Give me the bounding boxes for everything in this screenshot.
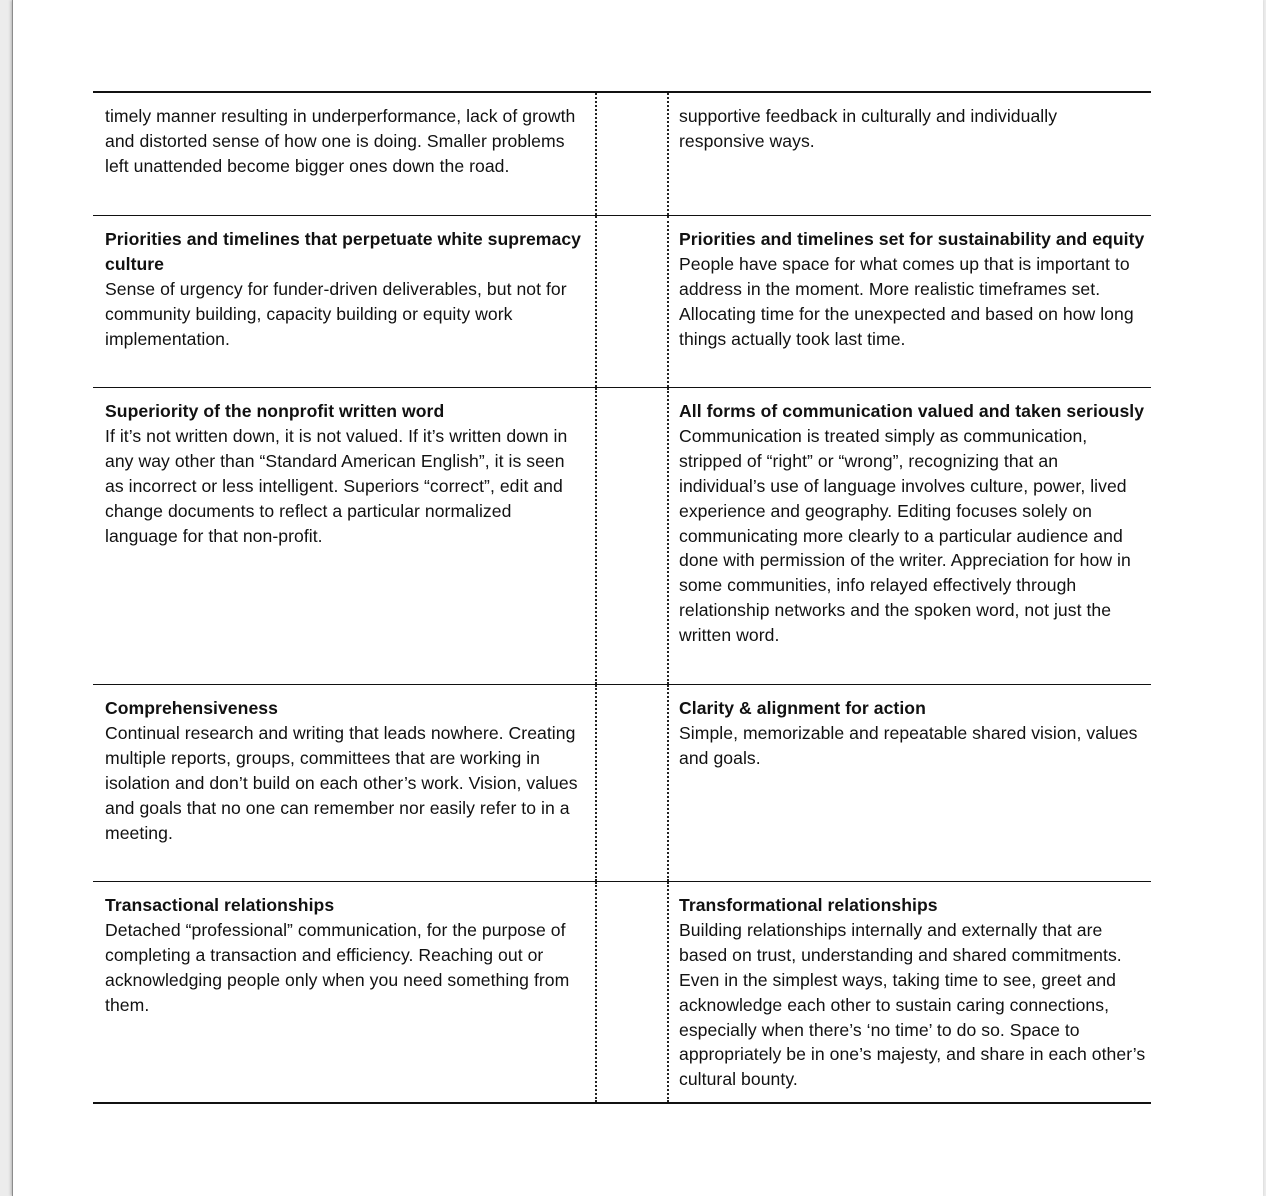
left-cell [105,893,585,1018]
cell-text: supportive feedback in culturally and individually responsive ways. [679,106,1058,151]
table-row [93,684,1151,881]
cell-heading: Priorities and timelines set for sustainability and equity [679,229,1145,249]
comparison-table [93,91,1151,1104]
left-cell [105,227,585,352]
cell-heading: Clarity & alignment for action [679,698,926,718]
left-cell [105,399,585,548]
table-row [93,387,1151,684]
cell-heading: All forms of communication valued and taken seriously [679,401,1145,421]
right-cell [679,227,1147,352]
left-cell [105,696,585,845]
cell-text: Continual research and writing that leads nowhere. Creating multiple reports, groups, committees that are working in isolation and don’t build on each other’s work. Vision, values and goals that no one can remember nor easily refer to in a meeting. [105,722,578,843]
cell-heading: Superiority of the nonprofit written word [105,401,445,421]
cell-text: People have space for what comes up that is important to address in the moment. More realistic timeframes set. Allocating time for the unexpected and based on how long things actually took last time. [679,253,1134,349]
cell-text: If it’s not written down, it is not valued. If it’s written down in any way other than “Standard American English”, it is seen as incorrect or less intelligent. Superiors “correct”, edit and change documents to reflect a particular normalized language for that non-profit. [105,425,568,546]
table-row [93,881,1151,1102]
cell-heading: Comprehensiveness [105,698,278,718]
right-cell [679,104,1147,154]
left-cell [105,104,585,179]
cell-text: Detached “professional” communication, for the purpose of completing a transaction and efficiency. Reaching out or acknowledging people only when you need something from them. [105,919,570,1015]
table-row [93,93,1151,215]
right-cell [679,696,1147,771]
cell-heading: Priorities and timelines that perpetuate white supremacy culture [105,229,582,274]
cell-heading: Transactional relationships [105,895,335,915]
table-row [93,215,1151,387]
cell-heading: Transformational relationships [679,895,938,915]
right-cell [679,399,1147,648]
cell-text: timely manner resulting in underperformance, lack of growth and distorted sense of how one is doing. Smaller problems left unattended become bigger ones down the road. [105,106,576,176]
cell-text: Simple, memorizable and repeatable shared vision, values and goals. [679,722,1138,768]
cell-text: Sense of urgency for funder-driven deliverables, but not for community building, capacity building or equity work implementation. [105,278,567,349]
cell-text: Building relationships internally and externally that are based on trust, understanding and shared commitments. Even in the simplest ways, taking time to see, greet and acknowledge each other to sustain caring connections, especially when there’s ‘no time’ to do so. Space to appropriately be in one’s majesty, and share in each other’s cultural bounty. [679,919,1146,1090]
right-cell [679,893,1147,1092]
cell-text: Communication is treated simply as communication, stripped of “right” or “wrong”, recognizing that an individual’s use of language involves culture, power, lived experience and geography. Editing focuses solely on communicating more clearly to a particular audience and done with permission of the writer. Appreciation for how in some communities, info relayed effectively through relationship networks and the spoken word, not just the written word. [679,425,1131,646]
document-page [12,0,1263,1196]
